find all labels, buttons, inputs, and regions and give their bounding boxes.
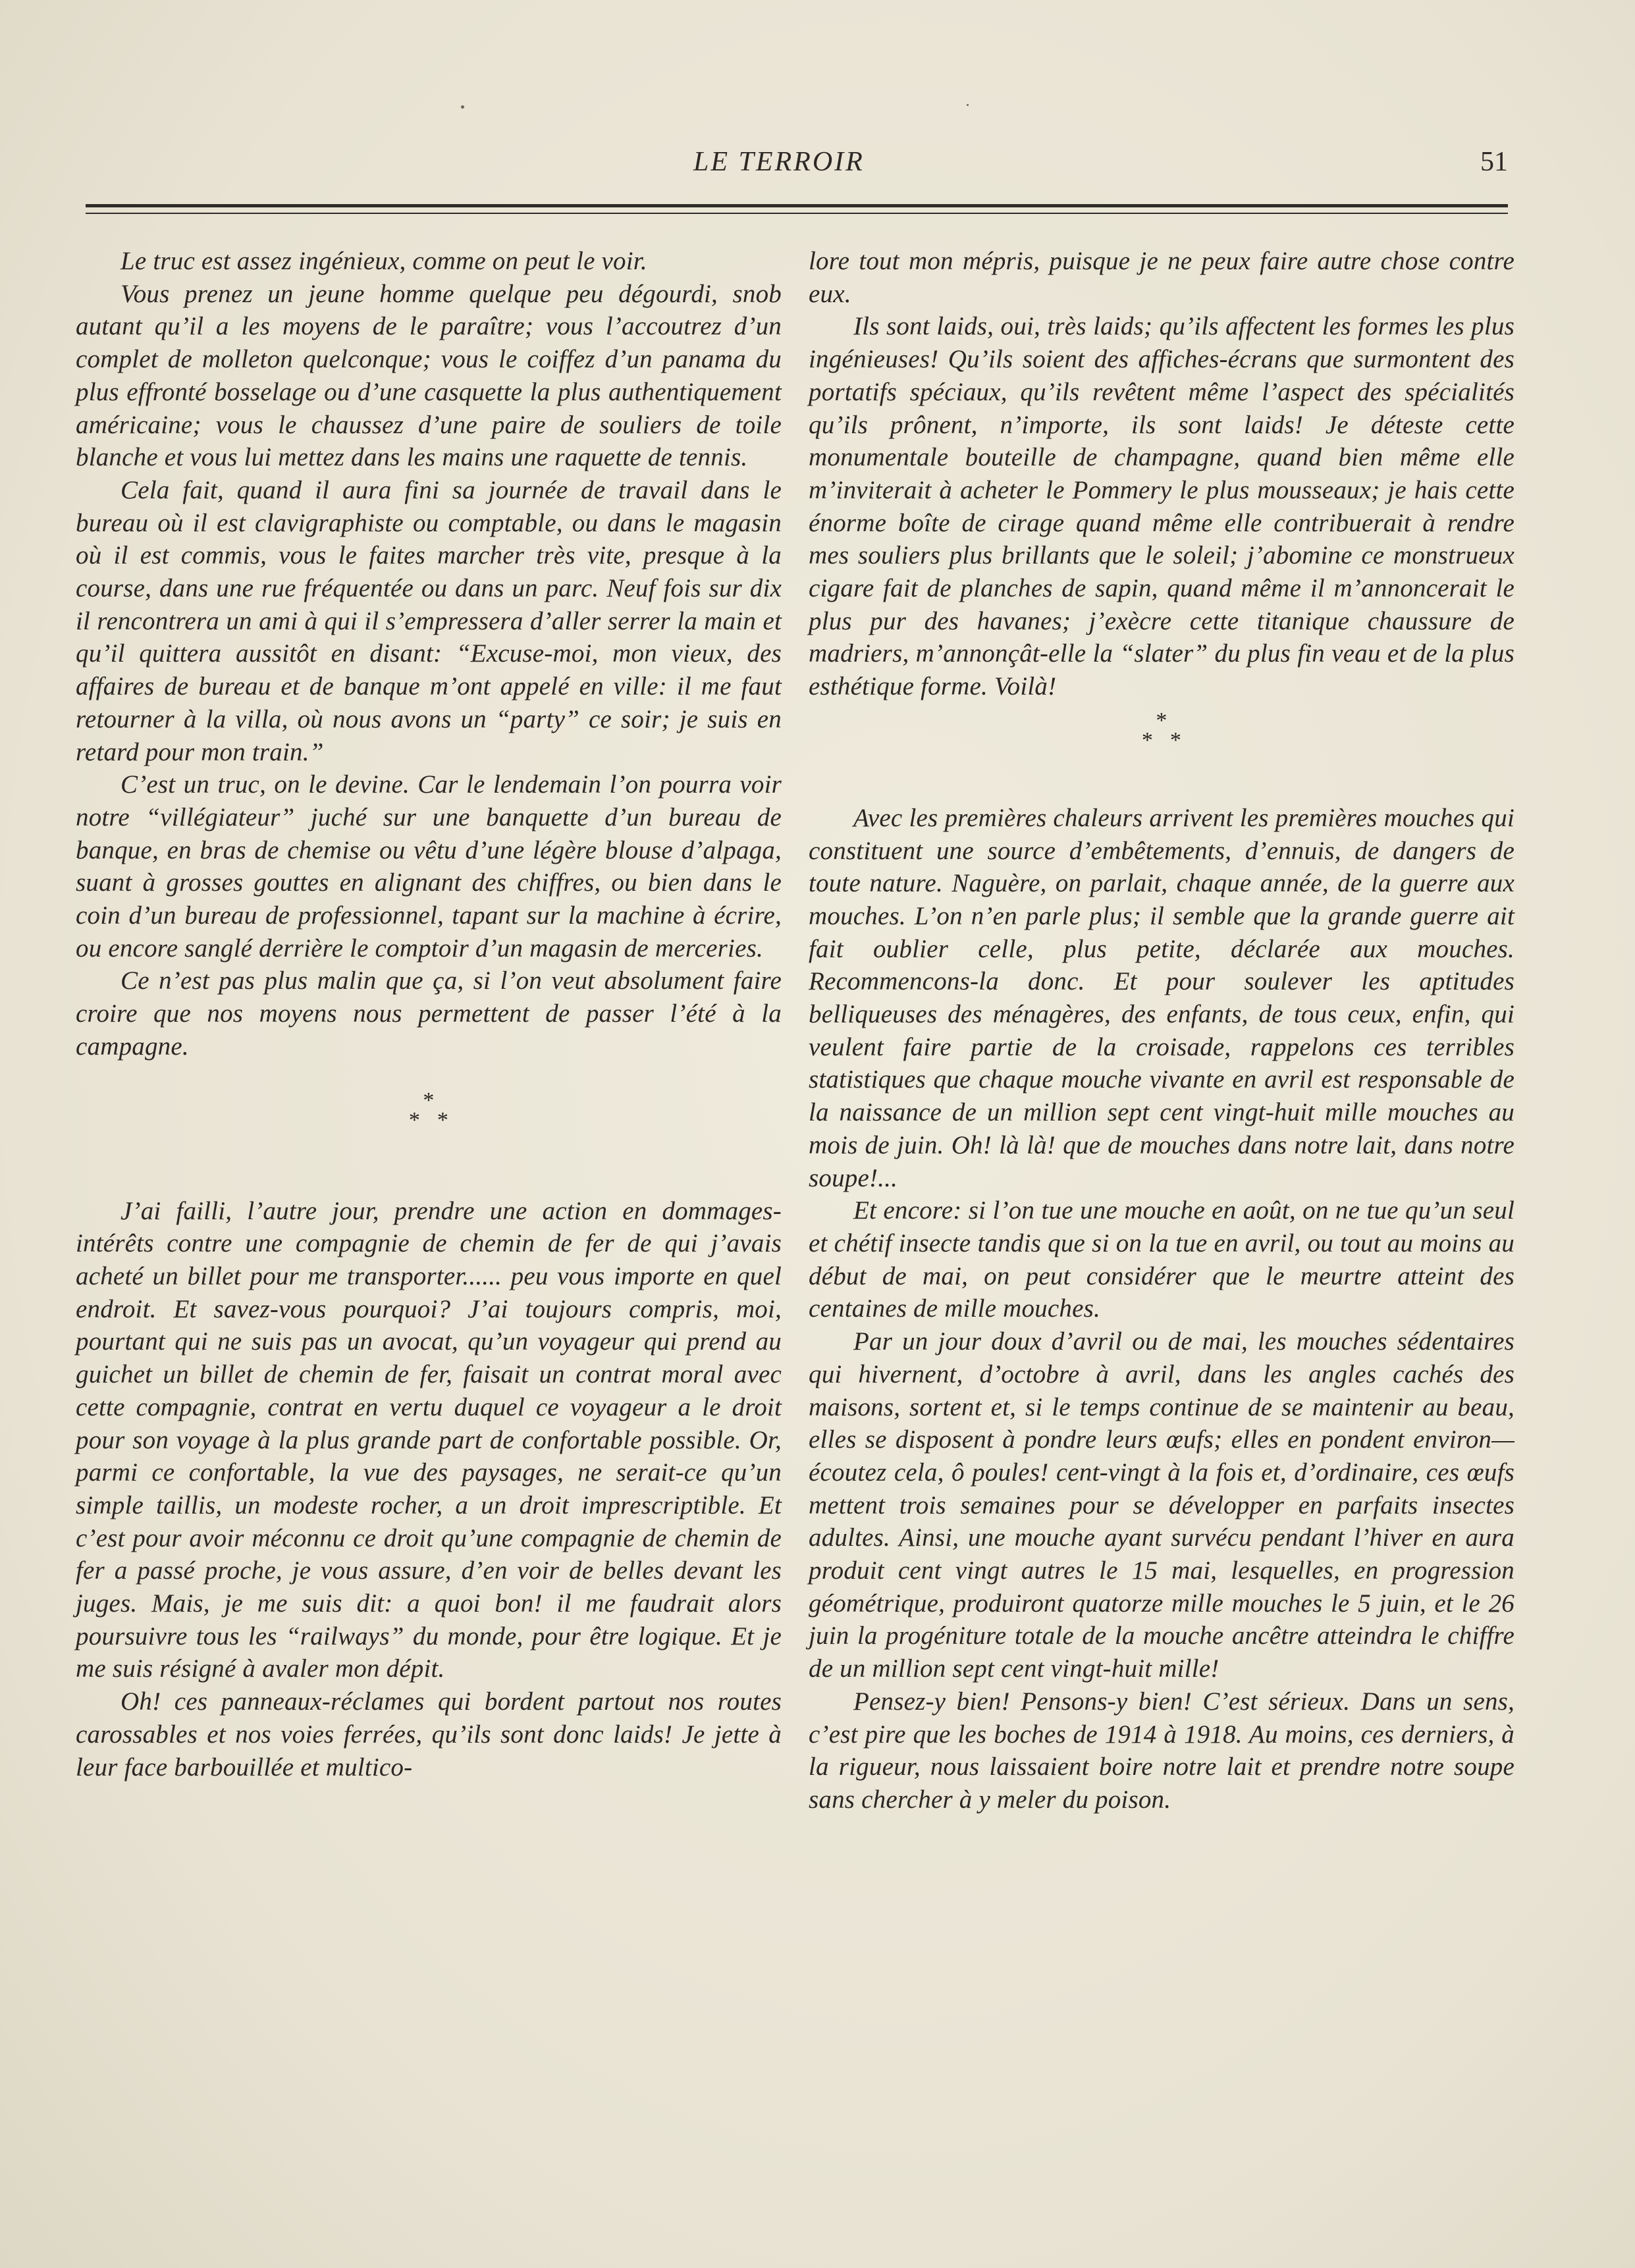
- left-column: [76, 245, 782, 1783]
- paragraph: Pensez-y bien! Pensons-y bien! C’est sérieux. Dans un sens, c’est pire que les boches de 1914 à 1918. Au moins, ces derniers, à la rigueur, nous laissaient boire notre lait et prendre notre soupe sans chercher à y meler du poison.: [809, 1687, 1514, 1814]
- header-rule-thin: [86, 213, 1508, 214]
- page-number: 51: [1480, 147, 1508, 177]
- running-header: [86, 146, 1508, 186]
- paper-speck: [461, 105, 464, 109]
- asterisk: *: [423, 1088, 435, 1113]
- asterisk: *: [1169, 727, 1182, 752]
- asterisk: *: [1156, 708, 1167, 733]
- section-break-asterism: [76, 1090, 782, 1195]
- paragraph: Le truc est assez ingénieux, comme on peut le voir.: [121, 247, 647, 275]
- asterisk: *: [408, 1107, 421, 1132]
- paragraph: J’ai failli, l’autre jour, prendre une action en dommages-intérêts contre une compagnie de chemin de fer de qui j’avais acheté un billet pour me transporter...... peu vous importe en quel endroit. Et savez-vous pourquoi? J’ai toujours compris, moi, pourtant qui ne suis pas un avocat, qu’un voyageur qui prend au guichet un billet de chemin de fer, faisait un contrat moral avec cette compagnie, contrat en vertu duquel ce voyageur a le droit pour son voyage à la plus grande part de confortable possible. Or, parmi ce confortable, la vue des paysages, ne serait-ce qu’un simple taillis, un modeste rocher, a un droit imprescriptible. Et c’est pour avoir méconnu ce droit qu’une compagnie de chemin de fer a passé proche, je vous assure, d’en voir de belles devant les juges. Mais, je me suis dit: a quoi bon! il me faudrait alors poursuivre tous les “railways” du monde, pour être logique. Et je me suis résigné à avaler mon dépit.: [76, 1196, 782, 1683]
- paragraph: Ce n’est pas plus malin que ça, si l’on veut absolument faire croire que nos moyens nous permettent de passer l’été à la campagne.: [76, 966, 782, 1061]
- paragraph: Avec les premières chaleurs arrivent les premières mouches qui constituent une source d’embêtements, d’ennuis, de dangers de toute nature. Naguère, on parlait, chaque année, de la guerre aux mouches. L’on n’en parle plus; il semble que la grande guerre ait fait oublier celle, plus petite, déclarée aux mouches. Recommencons-la donc. Et pour soulever les aptitudes belliqueuses des ménagères, des enfants, de tous ceux, enfin, qui veulent faire partie de la croisade, rappelons ces terribles statistiques que chaque mouche vivante en avril est responsable de la naissance de un million sept cent vingt-huit mille mouches au mois de juin. Oh! là là! que de mouches dans notre lait, dans notre soupe!...: [809, 803, 1514, 1192]
- asterisk: *: [437, 1107, 449, 1132]
- paragraph-continued: lore tout mon mépris, puisque je ne peux faire autre chose contre eux.: [809, 247, 1514, 308]
- paragraph: Ils sont laids, oui, très laids; qu’ils affectent les formes les plus ingénieuses! Qu’ils soient des affiches-écrans que surmontent des portatifs spéciaux, qu’ils revêtent même l’aspect des spécialités qu’ils prônent, n’importe, ils sont laids! Je déteste cette monumentale bouteille de champagne, quand bien même elle m’inviterait à acheter le Pommery le plus mousseaux; je hais cette énorme boîte de cirage quand même elle contribuerait à rendre mes souliers plus brillants que le soleil; j’abomine ce monstrueux cigare fait de planches de sapin, quand même il m’annoncerait le plus pur des havanes; j’exècre cette titanique chaussure de madriers, m’annonçât-elle la “slater” du plus fin veau et de la plus esthétique forme. Voilà!: [809, 312, 1514, 701]
- paragraph: Par un jour doux d’avril ou de mai, les mouches sédentaires qui hivernent, d’octobre à avril, dans les angles cachés des maisons, sortent et, si le temps continue de se maintenir au beau, elles se disposent à pondre leurs œufs; elles en pondent environ—écoutez cela, ô poules! cent-vingt à la fois et, d’ordinaire, ces œufs mettent trois semaines pour se développer en parfaits insectes adultes. Ainsi, une mouche ayant survécu pendant l’hiver en aura produit cent vingt autres le 15 mai, lesquelles, en progression géométrique, produiront quatorze mille mouches le 5 juin, et le 26 juin la progéniture totale de la mouche ancêtre atteindra le chiffre de un million sept cent vingt-huit mille!: [809, 1327, 1514, 1683]
- paper-speck: [967, 104, 969, 106]
- section-break-asterism: [809, 710, 1514, 802]
- asterisk: *: [1141, 727, 1154, 752]
- header-rule-thick: [86, 204, 1508, 207]
- paragraph: Oh! ces panneaux-réclames qui bordent partout nos routes carossables et nos voies ferrées, qu’ils sont donc laids! Je jette à leur face barbouillée et multico-: [76, 1687, 782, 1781]
- paragraph: Vous prenez un jeune homme quelque peu dégourdi, snob autant qu’il a les moyens de le paraître; vous l’accoutrez d’un complet de molleton quelconque; vous le coiffez d’un panama du plus effronté bosselage ou d’une casquette la plus authentiquement américaine; vous le chaussez d’une paire de souliers de toile blanche et vous lui mettez dans les mains une raquette de tennis.: [76, 279, 782, 472]
- paragraph: Et encore: si l’on tue une mouche en août, on ne tue qu’un seul et chétif insecte tandis que si on la tue en avril, ou tout au moins au début de mai, on peut considérer que le meurtre atteint des centaines de mille mouches.: [809, 1196, 1514, 1323]
- journal-title: LE TERROIR: [693, 147, 865, 177]
- right-column: [809, 245, 1514, 1816]
- paragraph: Cela fait, quand il aura fini sa journée de travail dans le bureau où il est clavigraphiste ou comptable, ou dans le magasin où il est commis, vous le faites marcher très vite, presque à la course, dans une rue fréquentée ou dans un parc. Neuf fois sur dix il rencontrera un ami à qui il s’empressera d’aller serrer la main et qu’il quittera aussitôt en disant: “Excuse-moi, mon vieux, des affaires de bureau et de banque m’ont appelé en ville: il me faut retourner à la villa, où nous avons un “party” ce soir; je suis en retard pour mon train.”: [76, 475, 782, 766]
- paragraph: C’est un truc, on le devine. Car le lendemain l’on pourra voir notre “villégiateur” juché sur une banquette d’un bureau de banque, en bras de chemise ou vêtu d’une légère blouse d’alpaga, suant à grosses gouttes en alignant des chiffres, ou bien dans le coin d’un bureau de professionnel, tapant sur la machine à écrire, ou encore sanglé derrière le comptoir d’un magasin de merceries.: [76, 770, 782, 963]
